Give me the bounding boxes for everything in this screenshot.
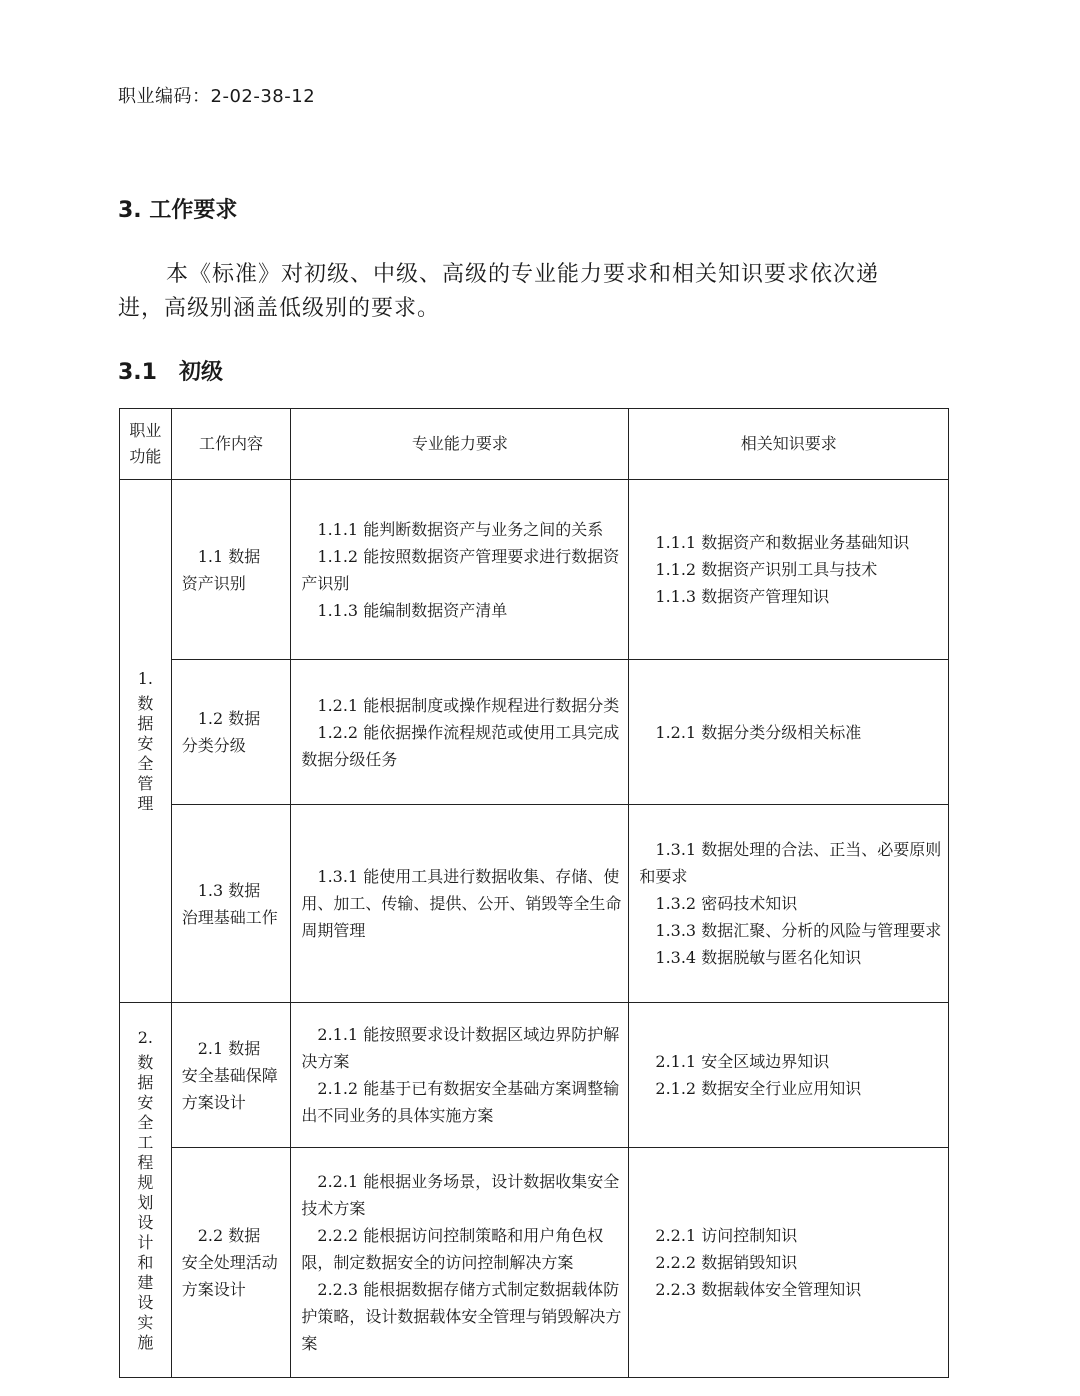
list-item: 2.2.3 数据载体安全管理知识 [655,1280,862,1299]
work-content-cell: 2.2 数据 安全处理活动方案设计 [171,1148,291,1378]
table-row [120,805,949,1003]
list-item: 1.2.2 能依据操作流程规范或使用工具完成数据分级任务 [301,722,620,769]
function-name: 数据安全工程规划设计和建设实施 [137,1052,154,1352]
list-item: 1.3.3 数据汇聚、分析的风险与管理要求 [655,921,942,940]
knowledge-cell [629,480,949,660]
table-row [120,1148,949,1378]
requirements-table [119,408,949,1378]
list-item: 2.2.1 访问控制知识 [655,1226,798,1245]
skill-cell [291,660,629,805]
list-item: 1.1.2 数据资产识别工具与技术 [655,560,878,579]
skill-cell [291,1003,629,1148]
list-item: 1.1.3 数据资产管理知识 [655,587,830,606]
knowledge-cell [629,1003,949,1148]
list-item: 2.2.2 能根据访问控制策略和用户角色权限，制定数据安全的访问控制解决方案 [301,1226,604,1272]
list-item: 2.2.3 能根据数据存储方式制定数据载体防护策略，设计数据载体安全管理与销毁解决方案 [301,1280,622,1353]
table-row [120,660,949,805]
list-item: 2.1.2 能基于已有数据安全基础方案调整输出不同业务的具体实施方案 [301,1079,620,1125]
skill-cell [291,805,629,1003]
function-cell [120,480,172,1003]
intro-line-1: 本《标准》对初级、中级、高级的专业能力要求和相关知识要求依次递 [166,262,880,287]
occupation-code: 职业编码：2-02-38-12 [118,86,316,107]
subsection-title: 3.1 初级 [118,360,223,385]
knowledge-cell [629,1148,949,1378]
list-item: 1.3.4 数据脱敏与匿名化知识 [655,948,862,967]
header-knowledge: 相关知识要求 [629,409,949,480]
section-title: 3. 工作要求 [118,198,238,223]
function-number: 2. [137,1027,153,1047]
knowledge-cell [629,660,949,805]
table-header-row [120,409,949,480]
header-skill: 专业能力要求 [291,409,629,480]
table-row [120,1003,949,1148]
list-item: 2.1.1 安全区域边界知识 [655,1052,830,1071]
list-item: 2.2.1 能根据业务场景，设计数据收集安全技术方案 [301,1172,620,1218]
work-content-cell: 1.3 数据 治理基础工作 [171,805,291,1003]
work-content-cell: 2.1 数据 安全基础保障方案设计 [171,1003,291,1148]
skill-cell [291,480,629,660]
list-item: 2.1.2 数据安全行业应用知识 [655,1079,862,1098]
intro-paragraph [118,258,953,326]
list-item: 1.1.3 能编制数据资产清单 [317,600,508,620]
header-work: 工作内容 [171,409,291,480]
intro-line-2: 进，高级别涵盖低级别的要求。 [118,296,441,321]
list-item: 1.1.1 能判断数据资产与业务之间的关系 [317,519,604,539]
list-item: 1.2.1 数据分类分级相关标准 [655,722,862,742]
skill-cell [291,1148,629,1378]
list-item: 1.3.2 密码技术知识 [655,894,798,913]
list-item: 1.3.1 能使用工具进行数据收集、存储、使用、加工、传输、提供、公开、销毁等全生命周期管理 [301,867,622,940]
table-row [120,480,949,660]
list-item: 1.1.2 能按照数据资产管理要求进行数据资产识别 [301,546,620,593]
work-content-cell: 1.1 数据 资产识别 [171,480,291,660]
list-item: 1.1.1 数据资产和数据业务基础知识 [655,533,910,552]
function-number: 1. [137,668,153,688]
list-item: 1.2.1 能根据制度或操作规程进行数据分类 [317,695,620,715]
work-content-cell: 1.2 数据 分类分级 [171,660,291,805]
list-item: 2.2.2 数据销毁知识 [655,1253,798,1272]
header-function: 职业功能 [120,409,172,480]
list-item: 2.1.1 能按照要求设计数据区域边界防护解决方案 [301,1025,620,1071]
knowledge-cell [629,805,949,1003]
list-item: 1.3.1 数据处理的合法、正当、必要原则和要求 [639,840,942,886]
function-name: 数据安全管理 [137,693,154,813]
function-cell [120,1003,172,1378]
